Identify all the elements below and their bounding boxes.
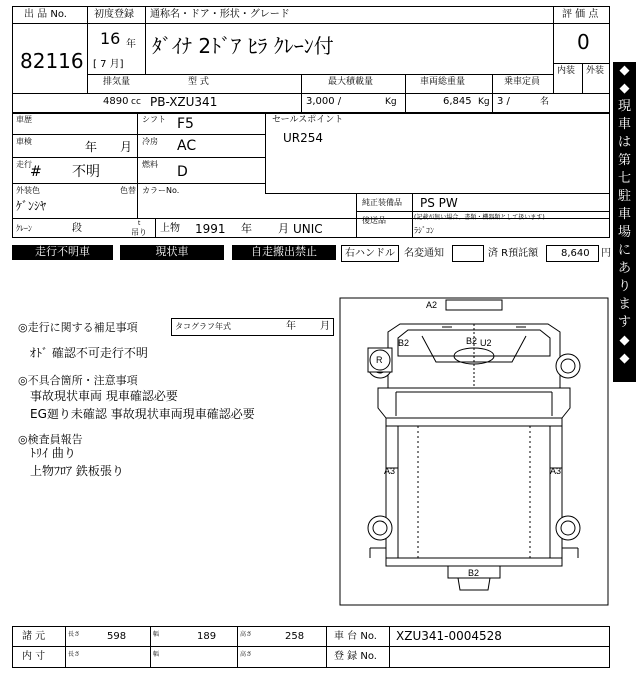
retrofit-value: ﾗｼﾞｺﾝ <box>414 226 434 235</box>
displacement-unit: cc <box>131 97 141 107</box>
damage-code-b2-bottom: B2 <box>468 568 480 578</box>
max-load-value: 3,000 / <box>306 96 342 107</box>
banner-char: 現 <box>617 99 631 114</box>
mileage-label: 走行 <box>16 160 32 169</box>
steering-value: 右ハンドル <box>345 248 395 259</box>
exterior-score-label: 外装 <box>586 66 605 76</box>
banner-char: あ <box>617 261 631 276</box>
gross-weight-label: 車両総重量 <box>420 77 466 87</box>
tachograph-month-unit: 月 <box>320 321 330 332</box>
exterior-color-label: 外装色 <box>16 186 40 195</box>
capacity-unit: 名 <box>540 97 550 107</box>
inspection-year-unit: 年 <box>85 140 98 154</box>
tachograph-label: タコグラフ年式 <box>175 322 231 331</box>
shift-value: F5 <box>177 116 194 132</box>
notes-section3-title: ◎検査員報告 <box>18 433 83 446</box>
damage-code-r: R <box>376 355 383 365</box>
history-label: 車歴 <box>16 115 32 124</box>
reg-year-unit: 年 <box>126 39 136 50</box>
banner-char: り <box>617 279 631 294</box>
upper-year: 1991 <box>195 222 226 236</box>
exterior-color-value: ｹﾞﾝｼﾔ <box>16 199 47 213</box>
lot-number: 82116 <box>20 49 84 73</box>
height-value: 258 <box>285 631 305 642</box>
max-load-unit: Kg <box>385 97 397 107</box>
model-value: PB-XZU341 <box>150 95 218 109</box>
notes-section3-line2: 上物ﾌﾛｱ 鉄板張り <box>30 464 124 478</box>
notes-section1-title: ◎走行に関する補足事項 <box>18 321 138 334</box>
recycle-unit: 円 <box>601 248 611 259</box>
max-load-label: 最大積載量 <box>328 77 374 87</box>
width-label: 幅 <box>153 631 160 638</box>
crane-suspend: 吊り <box>131 228 147 237</box>
crane-ton: t <box>138 220 141 227</box>
color-no-label: カラーNo. <box>142 186 180 195</box>
color-change-label: 色替 <box>120 186 136 195</box>
name-change-box <box>452 245 484 262</box>
banner-char: 場 <box>617 225 631 240</box>
sales-point-value: UR254 <box>283 131 324 145</box>
inner-width-label: 幅 <box>153 651 160 658</box>
equipment-value: PS PW <box>420 196 458 210</box>
ac-value: AC <box>177 138 197 154</box>
notes-section2-line1: 事故現状車両 現車確認必要 <box>30 389 178 403</box>
banner-char: ◆ <box>619 333 630 348</box>
vehicle-name-label: 通称名・ドア・形状・グレード <box>150 9 290 20</box>
banner-char: は <box>617 135 631 150</box>
reg-year: 16 <box>100 29 121 48</box>
retrofit-note: (記載が無い場合、書類・機器類として扱います) <box>414 214 545 221</box>
banner-char: 車 <box>617 117 631 132</box>
score-value: 0 <box>577 30 590 54</box>
capacity-value: 3 / <box>497 96 510 107</box>
banner-char: ◆ <box>619 81 630 96</box>
fuel-value: D <box>177 164 188 180</box>
interior-score-label: 内装 <box>557 66 576 76</box>
mileage-value: 不明 <box>72 164 100 180</box>
gross-weight-value: 6,845 <box>443 96 472 107</box>
banner-char: ま <box>617 297 631 312</box>
sales-point-label: セールスポイント <box>272 115 344 125</box>
interior-dims-label: 内 寸 <box>22 651 46 662</box>
damage-code-a3-right: A3 <box>550 466 562 476</box>
upper-year-unit: 年 <box>241 222 252 235</box>
damage-code-u2: U2 <box>480 338 492 348</box>
model-label: 型 式 <box>188 77 209 87</box>
footer-frame <box>12 626 610 668</box>
lot-no-label: 出 品 No. <box>24 9 67 20</box>
notes-section2-line2: EG廻り未確認 事故現状車両現車確認必要 <box>30 407 255 421</box>
displacement-value: 4890 <box>103 96 129 107</box>
capacity-label: 乗車定員 <box>504 77 541 87</box>
ac-label: 冷房 <box>142 137 158 146</box>
shift-label: シフト <box>142 115 166 124</box>
length-label: 長さ <box>68 631 81 638</box>
tachograph-year-unit: 年 <box>286 321 296 332</box>
displacement-label: 排気量 <box>103 77 131 87</box>
gross-weight-unit: Kg <box>478 97 490 107</box>
upper-label: 上物 <box>160 223 180 234</box>
crane-label: ｸﾚｰﾝ <box>16 224 32 233</box>
notes-section3-line1: ﾄﾘｲ 曲り <box>30 446 76 460</box>
as-is-badge: 現状車 <box>120 245 224 260</box>
banner-char: 車 <box>617 207 631 222</box>
banner-char: 駐 <box>617 189 631 204</box>
unknown-mileage-badge: 走行不明車 <box>12 245 113 260</box>
banner-char: ◆ <box>619 351 630 366</box>
height-label: 高さ <box>240 631 253 638</box>
registration-label: 登 録 No. <box>334 651 377 662</box>
inspection-label: 車検 <box>16 137 32 146</box>
crane-stage: 段 <box>72 223 82 234</box>
banner-char: 七 <box>617 171 631 186</box>
upper-month-unit: 月 <box>278 222 289 235</box>
banner-char: ◆ <box>619 63 630 78</box>
no-self-drive-badge: 自走搬出禁止 <box>232 245 336 260</box>
width-value: 189 <box>197 631 217 642</box>
truck-damage-diagram <box>338 296 611 608</box>
notes-section2-title: ◎不具合箇所・注意事項 <box>18 374 138 387</box>
mileage-prefix: # <box>30 164 42 180</box>
damage-code-b2-center: B2 <box>466 336 478 346</box>
equipment-label: 純正装備品 <box>362 198 402 207</box>
parking-notice-banner <box>613 62 636 382</box>
name-change-label: 名変通知 <box>404 248 444 259</box>
inner-length-label: 長さ <box>68 651 81 658</box>
damage-code-a3-left: A3 <box>384 466 396 476</box>
upper-maker: UNIC <box>293 222 323 236</box>
length-value: 598 <box>107 631 127 642</box>
chassis-value: XZU341-0004528 <box>396 629 502 643</box>
recycle-label: 済 R預託額 <box>488 248 539 259</box>
banner-char: に <box>617 243 631 258</box>
first-registration-label: 初度登録 <box>94 9 134 20</box>
vehicle-name: ﾀﾞｲﾅ 2ﾄﾞｱ ﾋﾗ ｸﾚｰﾝ付 <box>152 34 334 58</box>
damage-code-a2: A2 <box>426 300 438 310</box>
damage-code-b2-left: B2 <box>398 338 410 348</box>
banner-char: す <box>617 315 631 330</box>
recycle-amount: 8,640 <box>561 248 590 259</box>
banner-char: 第 <box>617 153 631 168</box>
fuel-label: 燃料 <box>142 160 158 169</box>
reg-month: [ 7 月] <box>93 59 124 70</box>
inspection-month-unit: 月 <box>120 140 133 154</box>
score-label: 評 価 点 <box>562 9 599 20</box>
chassis-label: 車 台 No. <box>334 631 377 642</box>
retrofit-label: 後送品 <box>362 216 386 225</box>
dimensions-label: 諸 元 <box>22 631 46 642</box>
notes-section1-line1: ｵﾄﾞ 確認不可走行不明 <box>30 346 148 360</box>
inner-height-label: 高さ <box>240 651 253 658</box>
